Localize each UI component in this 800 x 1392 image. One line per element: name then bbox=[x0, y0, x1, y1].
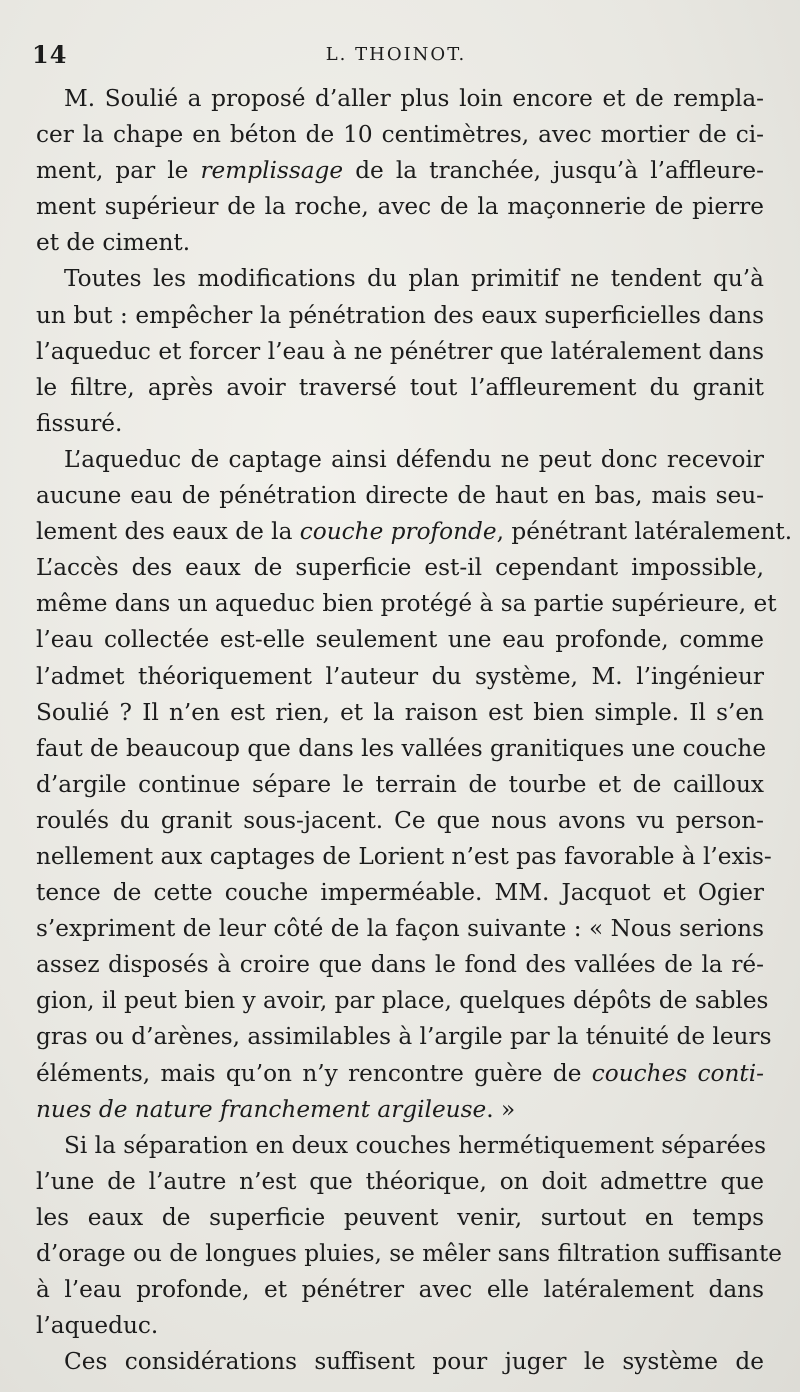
text-line: assez disposés à croire que dans le fond des vallées de la ré- bbox=[36, 951, 764, 979]
text-line: L’aqueduc de captage ainsi défendu ne peut donc recevoir bbox=[64, 445, 764, 473]
text-line: Soulié ? Il n’en est rien, et la raison est bien simple. Il s’en bbox=[36, 698, 764, 726]
text-line: l’aqueduc. bbox=[36, 1312, 159, 1340]
text-line: Toutes les modifications du plan primitif ne tendent qu’à bbox=[64, 265, 764, 293]
running-head: L. THOINOT. bbox=[325, 44, 467, 65]
text-line: le filtre, après avoir traversé tout l’affleurement du granit bbox=[36, 373, 764, 401]
text-segment: . » bbox=[486, 1095, 516, 1123]
text-line: d’orage ou de longues pluies, se mêler sans filtration suffisante bbox=[36, 1240, 783, 1267]
text-segment: éléments, mais qu’on n’y rencontre guère de bbox=[36, 1059, 592, 1087]
text-line: l’admet théoriquement l’auteur du système, M. l’ingénieur bbox=[36, 662, 764, 690]
italic-text: nues de nature franchement argileuse bbox=[36, 1095, 487, 1123]
text-line: faut de beaucoup que dans les vallées granitiques une couche bbox=[36, 734, 767, 762]
text-segment: de la tranchée, jusqu’à l’affleure- bbox=[343, 157, 764, 185]
text-line: d’argile continue sépare le terrain de tourbe et de cailloux bbox=[36, 770, 764, 798]
text-segment: ment, par le bbox=[36, 157, 201, 185]
text-segment: , pénétrant latéralement. bbox=[496, 518, 793, 546]
text-line bbox=[36, 1092, 764, 1128]
text-line: et de ciment. bbox=[36, 229, 191, 257]
text-line: à l’eau profonde, et pénétrer avec elle latéralement dans bbox=[36, 1276, 764, 1304]
text-line: nellement aux captages de Lorient n’est pas favorable à l’exis- bbox=[36, 842, 772, 870]
italic-text: remplissage bbox=[200, 157, 344, 185]
body-text bbox=[36, 81, 793, 1380]
text-line: les eaux de superficie peuvent venir, surtout en temps bbox=[36, 1203, 764, 1231]
page-number: 14 bbox=[32, 40, 68, 69]
text-line: même dans un aqueduc bien protégé à sa partie supérieure, et bbox=[36, 590, 777, 618]
text-line bbox=[36, 514, 793, 550]
text-segment: lement des eaux de la bbox=[36, 518, 300, 546]
page-header bbox=[32, 40, 760, 76]
text-line: un but : empêcher la pénétration des eaux superficielles dans bbox=[36, 301, 764, 329]
text-line: gion, il peut bien y avoir, par place, quelques dépôts de sables bbox=[36, 987, 769, 1015]
text-line bbox=[36, 153, 764, 189]
text-line: ment supérieur de la roche, avec de la maçonnerie de pierre bbox=[36, 193, 764, 221]
text-line: l’eau collectée est-elle seulement une eau profonde, comme bbox=[36, 626, 764, 654]
text-line: fissuré. bbox=[36, 409, 123, 437]
text-line bbox=[36, 1056, 764, 1092]
text-line: Si la séparation en deux couches hermétiquement séparées bbox=[64, 1131, 766, 1159]
text-line: l’aqueduc et forcer l’eau à ne pénétrer que latéralement dans bbox=[36, 337, 764, 365]
text-line: M. Soulié a proposé d’aller plus loin encore et de rempla- bbox=[64, 85, 764, 112]
text-line: L’accès des eaux de superficie est-il cependant impossible, bbox=[36, 554, 764, 582]
italic-text: couches conti- bbox=[591, 1059, 764, 1087]
text-line: gras ou d’arènes, assimilables à l’argile par la ténuité de leurs bbox=[36, 1023, 772, 1051]
text-line: s’expriment de leur côté de la façon suivante : « Nous serions bbox=[36, 915, 764, 943]
text-line: Ces considérations suffisent pour juger le système de bbox=[64, 1348, 764, 1376]
text-line: cer la chape en béton de 10 centimètres, avec mortier de ci- bbox=[36, 121, 764, 149]
text-line: l’une de l’autre n’est que théorique, on doit admettre que bbox=[36, 1167, 764, 1195]
text-line: aucune eau de pénétration directe de haut en bas, mais seu- bbox=[36, 482, 764, 510]
italic-text: couche profonde bbox=[299, 518, 497, 546]
text-line: roulés du granit sous-jacent. Ce que nous avons vu person- bbox=[36, 806, 764, 834]
text-line: tence de cette couche imperméable. MM. Jacquot et Ogier bbox=[36, 879, 764, 907]
